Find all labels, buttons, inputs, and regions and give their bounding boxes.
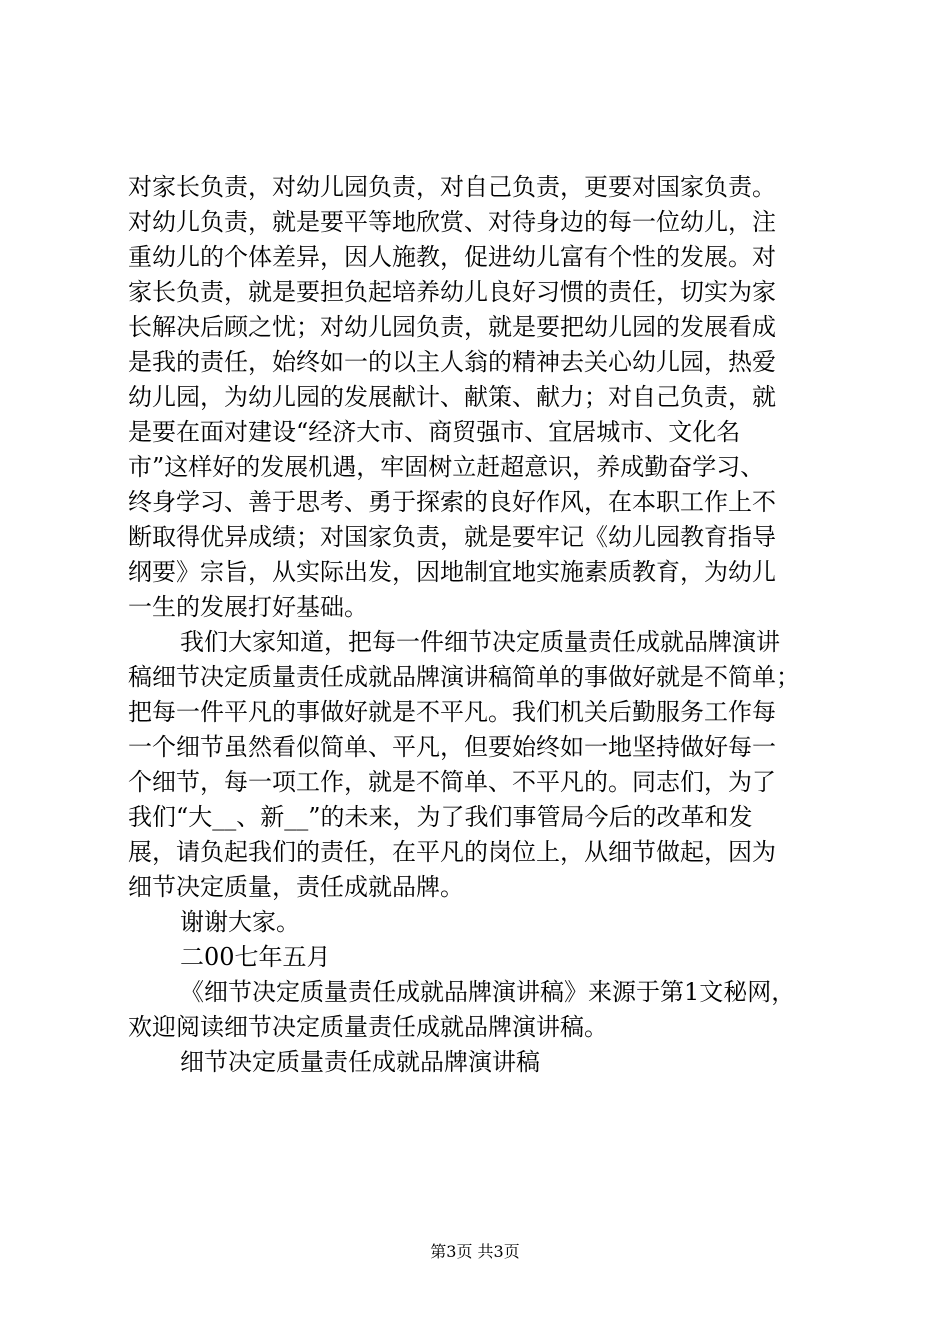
text-line: 长解决后顾之忧；对幼儿园负责，就是要把幼儿园的发展看成 <box>128 313 776 341</box>
page-indicator: 第3页 共3页 <box>430 1242 520 1261</box>
text-line: 展，请负起我们的责任，在平凡的岗位上，从细节做起，因为 <box>128 838 776 866</box>
paragraph-first-line: 我们大家知道，把每一件细节决定质量责任成就品牌演讲 <box>180 628 780 656</box>
page-footer <box>0 1240 950 1264</box>
text-line: 是我的责任，始终如一的以主人翁的精神去关心幼儿园，热爱 <box>128 348 776 376</box>
text-line: 稿细节决定质量责任成就品牌演讲稿简单的事做好就是不简单； <box>128 663 800 691</box>
text-line: 把每一件平凡的事做好就是不平凡。我们机关后勤服务工作每 <box>128 698 776 726</box>
date-line: 二00七年五月 <box>180 943 331 971</box>
text-line: 终身学习、善于思考、勇于探索的良好作风，在本职工作上不 <box>128 488 776 516</box>
text-line: 是要在面对建设“经济大市、商贸强市、宜居城市、文化名 <box>128 418 741 446</box>
text-line: 家长负责，就是要担负起培养幼儿良好习惯的责任，切实为家 <box>128 278 776 306</box>
thanks-line: 谢谢大家。 <box>180 908 300 936</box>
text-line: 市”这样好的发展机遇，牢固树立赶超意识，养成勤奋学习、 <box>128 453 765 481</box>
text-line: 我们“大__、新__”的未来，为了我们事管局今后的改革和发 <box>128 803 753 831</box>
text-line: 纲要》宗旨，从实际出发，因地制宜地实施素质教育，为幼儿 <box>128 558 776 586</box>
text-line: 个细节，每一项工作，就是不简单、不平凡的。同志们，为了 <box>128 768 776 796</box>
text-line: 细节决定质量，责任成就品牌。 <box>128 873 464 901</box>
text-line: 重幼儿的个体差异，因人施教，促进幼儿富有个性的发展。对 <box>128 243 776 271</box>
source-line: 《细节决定质量责任成就品牌演讲稿》来源于第1文秘网， <box>180 978 796 1006</box>
closing-title-line: 细节决定质量责任成就品牌演讲稿 <box>180 1048 540 1076</box>
text-line: 一生的发展打好基础。 <box>128 593 368 621</box>
text-line: 幼儿园，为幼儿园的发展献计、献策、献力；对自己负责，就 <box>128 383 776 411</box>
text-line: 对幼儿负责，就是要平等地欣赏、对待身边的每一位幼儿，注 <box>128 208 776 236</box>
text-line: 一个细节虽然看似简单、平凡，但要始终如一地坚持做好每一 <box>128 733 776 761</box>
text-line: 欢迎阅读细节决定质量责任成就品牌演讲稿。 <box>128 1013 608 1041</box>
text-line: 对家长负责，对幼儿园负责，对自己负责，更要对国家负责。 <box>128 173 776 201</box>
text-line: 断取得优异成绩；对国家负责，就是要牢记《幼儿园教育指导 <box>128 523 776 551</box>
